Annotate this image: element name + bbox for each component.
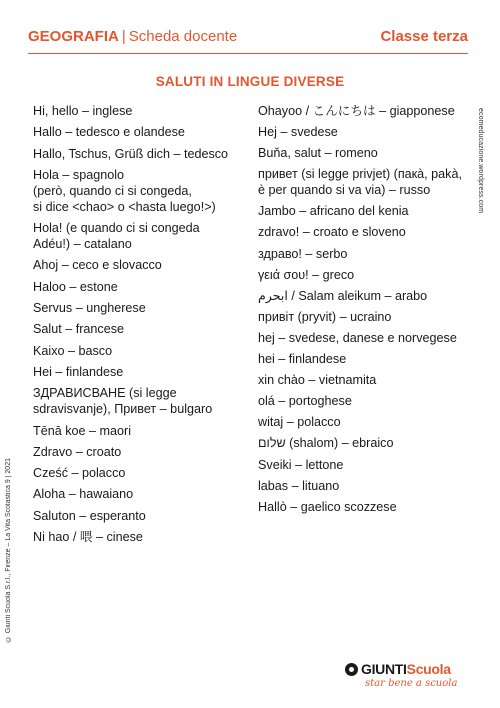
greeting-entry bbox=[258, 267, 463, 283]
greeting-entry bbox=[33, 103, 248, 119]
greeting-line: Hola – spagnolo bbox=[33, 167, 125, 182]
greeting-line: Haloo – estone bbox=[33, 279, 118, 294]
header-divider bbox=[28, 53, 468, 54]
greeting-entry bbox=[258, 372, 463, 388]
greeting-entry bbox=[33, 444, 248, 460]
greeting-line: γειά σου! – greco bbox=[258, 267, 355, 282]
greeting-entry bbox=[258, 457, 463, 473]
greeting-entry bbox=[33, 465, 248, 481]
greeting-line: Hallo – tedesco e olandese bbox=[33, 125, 185, 140]
logo-tagline: star bene a scuola bbox=[365, 678, 458, 689]
greeting-entry bbox=[258, 393, 463, 409]
greeting-line: שלום (shalom) – ebraico bbox=[258, 436, 394, 451]
greeting-line: ابحرم / Salam aleikum – arabo bbox=[258, 288, 428, 303]
greeting-line: ЗДРАВИСВАНЕ (si legge bbox=[33, 386, 177, 401]
greeting-entry bbox=[33, 343, 248, 359]
greeting-entry bbox=[33, 423, 248, 439]
greeting-line: Buňa, salut – romeno bbox=[258, 146, 378, 161]
greeting-line: olá – portoghese bbox=[258, 394, 352, 409]
subject-label: GEOGRAFIA bbox=[28, 28, 119, 45]
greeting-line: Kaixo – basco bbox=[33, 343, 113, 358]
greeting-line: hei – finlandese bbox=[258, 352, 347, 367]
greeting-entry bbox=[258, 309, 463, 325]
greeting-line: xin chào – vietnamita bbox=[258, 373, 377, 388]
greeting-line: Jambo – africano del kenia bbox=[258, 204, 409, 219]
greeting-entry bbox=[258, 246, 463, 262]
greeting-line: привет (si legge privjet) (пакà, pakà, bbox=[258, 167, 462, 182]
greeting-entry bbox=[33, 257, 248, 273]
greeting-line: (però, quando ci si congeda, bbox=[33, 183, 192, 198]
greeting-entry bbox=[258, 351, 463, 367]
greeting-entry bbox=[33, 124, 248, 140]
greeting-line: здраво! – serbo bbox=[258, 246, 348, 261]
greeting-entry bbox=[258, 499, 463, 515]
greeting-line: Hola! (e quando ci si congeda bbox=[33, 221, 200, 236]
greeting-line: Hi, hello – inglese bbox=[33, 104, 133, 118]
greeting-entry bbox=[33, 486, 248, 502]
greetings-right-column bbox=[258, 103, 463, 520]
greeting-line: zdravo! – croato e sloveno bbox=[258, 225, 406, 240]
greeting-line: Saluton – esperanto bbox=[33, 508, 146, 523]
greeting-entry bbox=[33, 508, 248, 524]
greeting-entry bbox=[33, 364, 248, 380]
greeting-line: hej – svedese, danese e norvegese bbox=[258, 330, 457, 345]
document-type-label: Scheda docente bbox=[128, 28, 238, 45]
greeting-line: Hej – svedese bbox=[258, 125, 338, 140]
greetings-left-column bbox=[33, 103, 248, 550]
greeting-entry bbox=[258, 478, 463, 494]
greeting-line: Salut – francese bbox=[33, 322, 125, 337]
class-label: Classe terza bbox=[380, 28, 468, 45]
greeting-entry bbox=[258, 414, 463, 430]
greeting-entry bbox=[258, 288, 463, 304]
greeting-line: Ni hao / 喂 – cinese bbox=[33, 530, 143, 545]
greeting-line: Servus – ungherese bbox=[33, 301, 146, 316]
logo-brand bbox=[361, 661, 451, 677]
greeting-line: Zdravo – croato bbox=[33, 444, 122, 459]
greeting-line: Hallò – gaelico scozzese bbox=[258, 499, 397, 514]
page-title: SALUTI IN LINGUE DIVERSE bbox=[155, 74, 345, 89]
greeting-entry bbox=[258, 124, 463, 140]
page-header bbox=[28, 28, 468, 45]
greeting-line: Aloha – hawaiano bbox=[33, 487, 134, 502]
greeting-line: labas – lituano bbox=[258, 478, 340, 493]
greeting-line: Cześć – polacco bbox=[33, 466, 126, 481]
greeting-entry bbox=[258, 435, 463, 451]
giunti-scuola-logo bbox=[345, 661, 475, 689]
logo-brand-part2: Scuola bbox=[406, 661, 451, 677]
website-side-text: ecomeducazione.wordpress.com bbox=[477, 108, 484, 214]
greeting-line: sdravisvanje), Привет – bulgaro bbox=[33, 402, 213, 417]
greeting-entry bbox=[33, 279, 248, 295]
greeting-entry bbox=[33, 146, 248, 162]
greeting-entry bbox=[258, 145, 463, 161]
greeting-entry bbox=[33, 167, 248, 215]
greeting-entry bbox=[258, 166, 463, 198]
greeting-entry bbox=[258, 203, 463, 219]
header-left bbox=[28, 28, 237, 45]
greeting-line: привіт (pryvit) – ucraino bbox=[258, 309, 392, 324]
greeting-line: witaj – polacco bbox=[258, 415, 341, 430]
greeting-entry bbox=[33, 385, 248, 417]
greeting-entry bbox=[33, 529, 248, 545]
greeting-line: Hei – finlandese bbox=[33, 364, 124, 379]
greeting-line: Hallo, Tschus, Grüß dich – tedesco bbox=[33, 146, 229, 161]
greeting-entry bbox=[33, 321, 248, 337]
logo-mark-icon bbox=[345, 663, 358, 676]
greeting-line: Ohayoo / こんにちは – giapponese bbox=[258, 104, 455, 118]
header-separator: | bbox=[121, 28, 126, 45]
greeting-entry bbox=[258, 224, 463, 240]
greeting-line: si dice <chao> o <hasta luego!>) bbox=[33, 199, 216, 214]
greeting-entry bbox=[258, 330, 463, 346]
greeting-entry bbox=[33, 300, 248, 316]
greeting-line: è per quando si va via) – russo bbox=[258, 183, 431, 198]
greeting-entry bbox=[258, 103, 463, 119]
greeting-line: Sveiki – lettone bbox=[258, 457, 344, 472]
greeting-line: Adéu!) – catalano bbox=[33, 237, 132, 252]
greeting-line: Tēnā koe – maori bbox=[33, 423, 132, 438]
greeting-entry bbox=[33, 220, 248, 252]
logo-brand-part1: GIUNTI bbox=[361, 661, 407, 677]
copyright-side-text: © Giunti Scuola S.r.l., Firenze – La Vita Scolastica 9 | 2021 bbox=[5, 458, 12, 643]
greeting-line: Ahoj – ceco e slovacco bbox=[33, 258, 162, 273]
